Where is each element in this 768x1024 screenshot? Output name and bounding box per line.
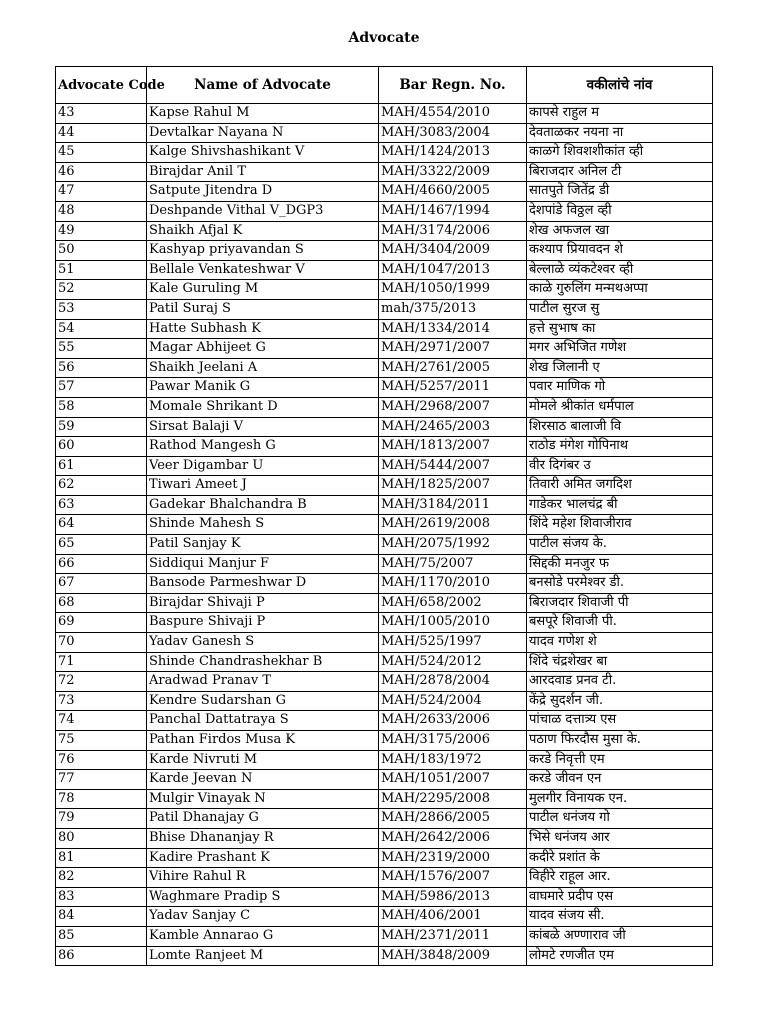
- cell-name: Panchal Dattatraya S: [147, 711, 379, 731]
- cell-marathi-name: सातपुते जितेंद्र डी: [527, 182, 713, 202]
- cell-bar-regn: MAH/183/1972: [379, 750, 527, 770]
- cell-code: 82: [56, 868, 147, 888]
- header-marathi-name: वकीलांचे नांव: [527, 67, 713, 104]
- cell-name: Shaikh Jeelani A: [147, 358, 379, 378]
- table-row: [56, 241, 713, 261]
- cell-bar-regn: MAH/1576/2007: [379, 868, 527, 888]
- cell-bar-regn: MAH/4660/2005: [379, 182, 527, 202]
- cell-code: 65: [56, 535, 147, 555]
- cell-name: Kadire Prashant K: [147, 848, 379, 868]
- cell-code: 60: [56, 437, 147, 457]
- table-row: [56, 378, 713, 398]
- cell-name: Patil Suraj S: [147, 299, 379, 319]
- cell-bar-regn: MAH/75/2007: [379, 554, 527, 574]
- cell-code: 70: [56, 633, 147, 653]
- table-row: [56, 162, 713, 182]
- cell-bar-regn: MAH/3083/2004: [379, 123, 527, 143]
- cell-marathi-name: मुलगीर विनायक एन.: [527, 789, 713, 809]
- cell-marathi-name: पाटील सुरज सु: [527, 299, 713, 319]
- table-row: [56, 750, 713, 770]
- cell-marathi-name: मगर अभिजित गणेश: [527, 339, 713, 359]
- cell-name: Bhise Dhananjay R: [147, 828, 379, 848]
- cell-marathi-name: बसपूरे शिवाजी पी.: [527, 613, 713, 633]
- cell-bar-regn: MAH/2371/2011: [379, 926, 527, 946]
- table-row: [56, 104, 713, 124]
- cell-marathi-name: तिवारी अमित जगदिश: [527, 476, 713, 496]
- cell-code: 69: [56, 613, 147, 633]
- table-row: [56, 848, 713, 868]
- cell-code: 53: [56, 299, 147, 319]
- cell-name: Kamble Annarao G: [147, 926, 379, 946]
- cell-code: 48: [56, 201, 147, 221]
- cell-code: 45: [56, 143, 147, 163]
- table-row: [56, 672, 713, 692]
- cell-code: 62: [56, 476, 147, 496]
- cell-name: Pathan Firdos Musa K: [147, 731, 379, 751]
- table-row: [56, 182, 713, 202]
- cell-marathi-name: गाडेकर भालचंद्र बी: [527, 495, 713, 515]
- cell-code: 55: [56, 339, 147, 359]
- cell-marathi-name: करडे जीवन एन: [527, 770, 713, 790]
- cell-name: Rathod Mangesh G: [147, 437, 379, 457]
- table-body: [56, 104, 713, 966]
- cell-marathi-name: कश्याप प्रियावदन शे: [527, 241, 713, 261]
- cell-bar-regn: MAH/2642/2006: [379, 828, 527, 848]
- cell-name: Shinde Chandrashekhar B: [147, 652, 379, 672]
- cell-bar-regn: MAH/524/2004: [379, 691, 527, 711]
- cell-bar-regn: MAH/1424/2013: [379, 143, 527, 163]
- cell-bar-regn: MAH/2465/2003: [379, 417, 527, 437]
- cell-code: 67: [56, 574, 147, 594]
- cell-code: 63: [56, 495, 147, 515]
- table-row: [56, 652, 713, 672]
- cell-bar-regn: MAH/4554/2010: [379, 104, 527, 124]
- table-row: [56, 123, 713, 143]
- cell-code: 75: [56, 731, 147, 751]
- cell-code: 52: [56, 280, 147, 300]
- cell-marathi-name: देशपांडे विठ्ठल व्ही: [527, 201, 713, 221]
- cell-marathi-name: बेल्लाळे व्यंकटेश्वर व्ही: [527, 260, 713, 280]
- cell-name: Baspure Shivaji P: [147, 613, 379, 633]
- cell-code: 46: [56, 162, 147, 182]
- cell-marathi-name: सिद्दकी मनजुर फ: [527, 554, 713, 574]
- cell-bar-regn: MAH/1825/2007: [379, 476, 527, 496]
- cell-bar-regn: MAH/2878/2004: [379, 672, 527, 692]
- cell-code: 49: [56, 221, 147, 241]
- table-row: [56, 946, 713, 966]
- cell-code: 76: [56, 750, 147, 770]
- table-row: [56, 535, 713, 555]
- cell-code: 71: [56, 652, 147, 672]
- table-row: [56, 789, 713, 809]
- cell-name: Patil Dhanajay G: [147, 809, 379, 829]
- cell-bar-regn: MAH/2971/2007: [379, 339, 527, 359]
- cell-name: Shaikh Afjal K: [147, 221, 379, 241]
- cell-code: 51: [56, 260, 147, 280]
- cell-bar-regn: MAH/1050/1999: [379, 280, 527, 300]
- cell-name: Vihire Rahul R: [147, 868, 379, 888]
- cell-name: Yadav Sanjay C: [147, 907, 379, 927]
- cell-marathi-name: काळे गुरुलिंग मन्मथअप्पा: [527, 280, 713, 300]
- cell-marathi-name: पवार माणिक गो: [527, 378, 713, 398]
- cell-bar-regn: MAH/1047/2013: [379, 260, 527, 280]
- cell-code: 64: [56, 515, 147, 535]
- cell-marathi-name: शिंदे महेश शिवाजीराव: [527, 515, 713, 535]
- cell-bar-regn: MAH/2968/2007: [379, 397, 527, 417]
- cell-bar-regn: MAH/2295/2008: [379, 789, 527, 809]
- cell-name: Mulgir Vinayak N: [147, 789, 379, 809]
- cell-marathi-name: कदीरे प्रशांत के: [527, 848, 713, 868]
- cell-name: Yadav Ganesh S: [147, 633, 379, 653]
- cell-marathi-name: लोमटे रणजीत एम: [527, 946, 713, 966]
- cell-marathi-name: भिसे धनंजय आर: [527, 828, 713, 848]
- cell-bar-regn: MAH/658/2002: [379, 593, 527, 613]
- cell-name: Siddiqui Manjur F: [147, 554, 379, 574]
- cell-marathi-name: मोमले श्रीकांत धर्मपाल: [527, 397, 713, 417]
- cell-name: Pawar Manik G: [147, 378, 379, 398]
- cell-name: Hatte Subhash K: [147, 319, 379, 339]
- cell-marathi-name: बिराजदार अनिल टी: [527, 162, 713, 182]
- table-row: [56, 260, 713, 280]
- cell-code: 77: [56, 770, 147, 790]
- cell-bar-regn: MAH/2075/1992: [379, 535, 527, 555]
- cell-marathi-name: बनसोडे परमेश्वर डी.: [527, 574, 713, 594]
- cell-bar-regn: MAH/2319/2000: [379, 848, 527, 868]
- cell-name: Deshpande Vithal V_DGP3: [147, 201, 379, 221]
- advocate-table: [55, 66, 713, 966]
- cell-code: 72: [56, 672, 147, 692]
- cell-marathi-name: पाटील संजय के.: [527, 535, 713, 555]
- cell-name: Satpute Jitendra D: [147, 182, 379, 202]
- cell-marathi-name: यादव संजय सी.: [527, 907, 713, 927]
- cell-name: Kashyap priyavandan S: [147, 241, 379, 261]
- cell-bar-regn: MAH/2866/2005: [379, 809, 527, 829]
- cell-bar-regn: MAH/3322/2009: [379, 162, 527, 182]
- cell-marathi-name: शिंदे चंद्रशेखर बा: [527, 652, 713, 672]
- cell-name: Magar Abhijeet G: [147, 339, 379, 359]
- cell-bar-regn: MAH/5986/2013: [379, 887, 527, 907]
- cell-bar-regn: MAH/524/2012: [379, 652, 527, 672]
- cell-bar-regn: MAH/3848/2009: [379, 946, 527, 966]
- cell-code: 44: [56, 123, 147, 143]
- cell-code: 66: [56, 554, 147, 574]
- cell-name: Birajdar Shivaji P: [147, 593, 379, 613]
- cell-name: Shinde Mahesh S: [147, 515, 379, 535]
- table-row: [56, 574, 713, 594]
- cell-bar-regn: MAH/3175/2006: [379, 731, 527, 751]
- cell-name: Birajdar Anil T: [147, 162, 379, 182]
- table-row: [56, 476, 713, 496]
- cell-code: 43: [56, 104, 147, 124]
- cell-name: Tiwari Ameet J: [147, 476, 379, 496]
- table-row: [56, 280, 713, 300]
- cell-code: 50: [56, 241, 147, 261]
- cell-name: Devtalkar Nayana N: [147, 123, 379, 143]
- cell-marathi-name: पांचाळ दत्तात्र्य एस: [527, 711, 713, 731]
- cell-name: Aradwad Pranav T: [147, 672, 379, 692]
- table-row: [56, 907, 713, 927]
- cell-marathi-name: पठाण फिरदौस मुसा के.: [527, 731, 713, 751]
- table-row: [56, 691, 713, 711]
- cell-name: Sirsat Balaji V: [147, 417, 379, 437]
- cell-code: 74: [56, 711, 147, 731]
- table-row: [56, 299, 713, 319]
- table-row: [56, 868, 713, 888]
- table-row: [56, 828, 713, 848]
- cell-bar-regn: MAH/1170/2010: [379, 574, 527, 594]
- cell-code: 61: [56, 456, 147, 476]
- cell-code: 59: [56, 417, 147, 437]
- table-row: [56, 770, 713, 790]
- header-name: Name of Advocate: [147, 67, 379, 104]
- document-title: Advocate: [348, 30, 420, 46]
- cell-marathi-name: वीर दिगंबर उ: [527, 456, 713, 476]
- cell-code: 58: [56, 397, 147, 417]
- cell-marathi-name: आरदवाड प्रनव टी.: [527, 672, 713, 692]
- cell-code: 84: [56, 907, 147, 927]
- table-row: [56, 339, 713, 359]
- table-row: [56, 221, 713, 241]
- table-row: [56, 397, 713, 417]
- cell-bar-regn: MAH/5444/2007: [379, 456, 527, 476]
- cell-name: Kapse Rahul M: [147, 104, 379, 124]
- cell-name: Karde Jeevan N: [147, 770, 379, 790]
- cell-marathi-name: केंद्रे सुदर्शन जी.: [527, 691, 713, 711]
- table-row: [56, 358, 713, 378]
- cell-marathi-name: शेख जिलानी ए: [527, 358, 713, 378]
- cell-marathi-name: करडे निवृत्ती एम: [527, 750, 713, 770]
- cell-marathi-name: बिराजदार शिवाजी पी: [527, 593, 713, 613]
- cell-bar-regn: mah/375/2013: [379, 299, 527, 319]
- cell-bar-regn: MAH/3174/2006: [379, 221, 527, 241]
- cell-marathi-name: शेख अफजल खा: [527, 221, 713, 241]
- cell-name: Bansode Parmeshwar D: [147, 574, 379, 594]
- cell-bar-regn: MAH/3184/2011: [379, 495, 527, 515]
- cell-name: Kalge Shivshashikant V: [147, 143, 379, 163]
- cell-bar-regn: MAH/1005/2010: [379, 613, 527, 633]
- table-row: [56, 731, 713, 751]
- table-row: [56, 456, 713, 476]
- cell-code: 81: [56, 848, 147, 868]
- table-row: [56, 437, 713, 457]
- table-row: [56, 809, 713, 829]
- cell-code: 78: [56, 789, 147, 809]
- table-row: [56, 319, 713, 339]
- cell-name: Momale Shrikant D: [147, 397, 379, 417]
- cell-name: Bellale Venkateshwar V: [147, 260, 379, 280]
- cell-code: 86: [56, 946, 147, 966]
- cell-code: 83: [56, 887, 147, 907]
- cell-name: Waghmare Pradip S: [147, 887, 379, 907]
- cell-marathi-name: यादव गणेश शे: [527, 633, 713, 653]
- cell-bar-regn: MAH/2633/2006: [379, 711, 527, 731]
- cell-code: 85: [56, 926, 147, 946]
- table-row: [56, 515, 713, 535]
- cell-marathi-name: वाघमारे प्रदीप एस: [527, 887, 713, 907]
- table-row: [56, 201, 713, 221]
- table-header-row: [56, 67, 713, 104]
- cell-marathi-name: शिरसाठ बालाजी वि: [527, 417, 713, 437]
- cell-name: Lomte Ranjeet M: [147, 946, 379, 966]
- header-bar-regn: Bar Regn. No.: [379, 67, 527, 104]
- cell-bar-regn: MAH/1334/2014: [379, 319, 527, 339]
- table-row: [56, 495, 713, 515]
- cell-bar-regn: MAH/2619/2008: [379, 515, 527, 535]
- table-row: [56, 417, 713, 437]
- cell-code: 57: [56, 378, 147, 398]
- cell-marathi-name: राठोड मंगेश गोपिनाथ: [527, 437, 713, 457]
- cell-name: Veer Digambar U: [147, 456, 379, 476]
- cell-bar-regn: MAH/1813/2007: [379, 437, 527, 457]
- cell-name: Kendre Sudarshan G: [147, 691, 379, 711]
- table-row: [56, 711, 713, 731]
- cell-bar-regn: MAH/5257/2011: [379, 378, 527, 398]
- table-row: [56, 633, 713, 653]
- cell-bar-regn: MAH/406/2001: [379, 907, 527, 927]
- cell-code: 54: [56, 319, 147, 339]
- cell-bar-regn: MAH/525/1997: [379, 633, 527, 653]
- cell-name: Patil Sanjay K: [147, 535, 379, 555]
- cell-marathi-name: कापसे राहुल म: [527, 104, 713, 124]
- cell-name: Kale Guruling M: [147, 280, 379, 300]
- cell-marathi-name: हत्ते सुभाष का: [527, 319, 713, 339]
- table-row: [56, 593, 713, 613]
- cell-bar-regn: MAH/1467/1994: [379, 201, 527, 221]
- table-row: [56, 554, 713, 574]
- cell-marathi-name: काळगे शिवशशीकांत व्ही: [527, 143, 713, 163]
- cell-code: 68: [56, 593, 147, 613]
- cell-bar-regn: MAH/1051/2007: [379, 770, 527, 790]
- table-row: [56, 613, 713, 633]
- cell-marathi-name: कांबळे अण्णाराव जी: [527, 926, 713, 946]
- cell-code: 79: [56, 809, 147, 829]
- cell-code: 80: [56, 828, 147, 848]
- cell-marathi-name: पाटील धनंजय गो: [527, 809, 713, 829]
- cell-code: 56: [56, 358, 147, 378]
- cell-name: Gadekar Bhalchandra B: [147, 495, 379, 515]
- cell-code: 47: [56, 182, 147, 202]
- cell-bar-regn: MAH/2761/2005: [379, 358, 527, 378]
- table-row: [56, 887, 713, 907]
- table-row: [56, 926, 713, 946]
- cell-bar-regn: MAH/3404/2009: [379, 241, 527, 261]
- header-advocate-code: Advocate Code: [56, 67, 147, 104]
- table-row: [56, 143, 713, 163]
- cell-marathi-name: विहीरे राहूल आर.: [527, 868, 713, 888]
- cell-code: 73: [56, 691, 147, 711]
- cell-name: Karde Nivruti M: [147, 750, 379, 770]
- cell-marathi-name: देवताळकर नयना ना: [527, 123, 713, 143]
